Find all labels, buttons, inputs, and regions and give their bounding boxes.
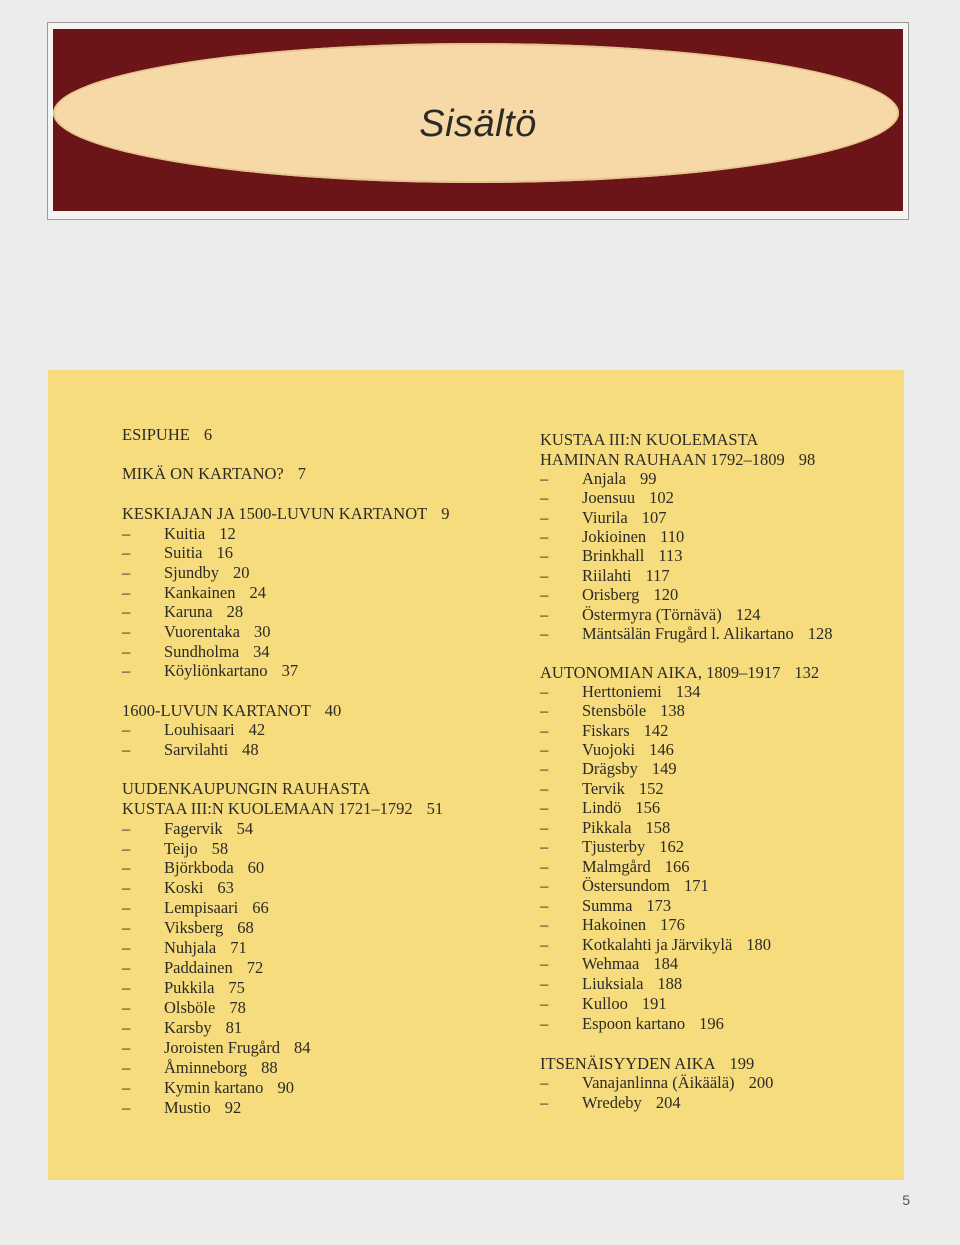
table-of-contents [48,370,904,1180]
item-title: Stensböle [582,701,647,720]
page-ref: 132 [794,663,820,682]
page-ref: 58 [211,839,229,858]
page-ref: 42 [248,720,266,739]
dash-marker: – [540,469,549,488]
section-title: MIKÄ ON KARTANO? [122,464,284,483]
dash-marker: – [540,759,549,778]
item-title: Nuhjala [164,938,217,957]
page-ref: 120 [653,585,679,604]
item-title: Lindö [582,798,622,817]
item-title: Louhisaari [164,720,235,739]
dash-marker: – [122,978,131,997]
item-title: Summa [582,896,633,915]
page-ref: 92 [224,1098,242,1117]
page-ref: 173 [646,896,672,915]
dash-marker: – [122,938,131,957]
page-ref: 40 [324,701,342,720]
item-title: Kulloo [582,994,628,1013]
page-ref: 16 [216,543,234,562]
page-ref: 7 [297,464,307,483]
item-title: Viksberg [164,918,224,937]
item-title: Mustio [164,1098,211,1117]
dash-marker: – [540,701,549,720]
item-title: Teijo [164,839,198,858]
page-ref: 180 [746,935,772,954]
item-title: Fiskars [582,721,630,740]
item-title: Pikkala [582,818,632,837]
item-title: Karuna [164,602,213,621]
item-title: Kuitia [164,524,206,543]
dash-marker: – [122,998,131,1017]
item-title: Tjusterby [582,837,646,856]
item-title: Lempisaari [164,898,239,917]
page-ref: 28 [226,602,244,621]
title-banner [47,22,909,220]
toc-section-heading [122,464,306,484]
page-ref: 184 [653,954,679,973]
page-ref: 124 [735,605,761,624]
item-title: Herttoniemi [582,682,662,701]
dash-marker: – [540,624,549,643]
dash-marker: – [540,740,549,759]
item-title: Kotkalahti ja Järvikylä [582,935,733,954]
dash-marker: – [122,1078,131,1097]
dash-marker: – [540,527,549,546]
item-title: Vanajanlinna (Äikäälä) [582,1073,735,1092]
toc-section-heading [540,663,819,683]
item-title: Drägsby [582,759,638,778]
page-ref: 107 [641,508,667,527]
dash-marker: – [122,543,131,562]
dash-marker: – [122,1058,131,1077]
page-ref: 98 [798,450,816,469]
page-ref: 166 [664,857,690,876]
page-ref: 37 [281,661,299,680]
page-ref: 199 [729,1054,755,1073]
page-ref: 51 [426,799,444,818]
item-title: Köyliönkartano [164,661,268,680]
title-band [53,29,903,211]
page-ref: 146 [649,740,674,759]
section-title: KESKIAJAN JA 1500-LUVUN KARTANOT [122,504,428,523]
item-title: Åminneborg [164,1058,248,1077]
dash-marker: – [122,958,131,977]
page-ref: 138 [660,701,685,720]
page-ref: 72 [246,958,264,977]
item-title: Riilahti [582,566,632,585]
item-title: Joensuu [582,488,636,507]
section-title: AUTONOMIAN AIKA, 1809–1917 [540,663,781,682]
dash-marker: – [122,524,131,543]
item-title: Koski [164,878,204,897]
page-ref: 34 [253,642,270,661]
item-title: Björkboda [164,858,234,877]
page-ref: 156 [635,798,661,817]
dash-marker: – [122,563,131,582]
item-title: Pukkila [164,978,215,997]
page-ref: 152 [638,779,664,798]
toc-section-heading [540,1054,754,1074]
dash-marker: – [122,1018,131,1037]
dash-marker: – [540,837,549,856]
page-ref: 9 [441,504,450,523]
page-ref: 54 [236,819,254,838]
page-ref: 30 [253,622,271,641]
dash-marker: – [122,622,131,641]
item-title: Östersundom [582,876,670,895]
item-title: Wehmaa [582,954,640,973]
dash-marker: – [540,1014,549,1033]
page-ref: 68 [237,918,254,937]
page-ref: 60 [247,858,265,877]
item-title: Mäntsälän Frugård l. Alikartano [582,624,794,643]
item-title: Viurila [582,508,628,527]
dash-marker: – [540,605,549,624]
item-title: Jokioinen [582,527,647,546]
item-title: Sjundby [164,563,220,582]
toc-section-heading [122,504,449,524]
item-title: Vuojoki [582,740,636,759]
item-title: Hakoinen [582,915,647,934]
page-ref: 99 [639,469,657,488]
dash-marker: – [540,546,549,565]
item-title: Fagervik [164,819,223,838]
dash-marker: – [540,682,549,701]
section-title: KUSTAA III:N KUOLEMASTA [540,430,759,449]
dash-marker: – [540,798,549,817]
section-title: HAMINAN RAUHAAN 1792–1809 [540,450,785,469]
page-ref: 142 [643,721,669,740]
dash-marker: – [540,974,549,993]
item-title: Espoon kartano [582,1014,686,1033]
dash-marker: – [122,583,131,602]
dash-marker: – [122,740,131,759]
page-ref: 84 [293,1038,311,1057]
dash-marker: – [540,954,549,973]
item-title: Liuksiala [582,974,644,993]
dash-marker: – [540,915,549,934]
page-number: 5 [902,1192,910,1208]
item-title: Sarvilahti [164,740,229,759]
item-title: Wredeby [582,1093,642,1112]
item-title: Kymin kartano [164,1078,264,1097]
page-ref: 71 [230,938,247,957]
item-title: Malmgård [582,857,651,876]
dash-marker: – [540,1073,549,1092]
section-title: UUDENKAUPUNGIN RAUHASTA [122,779,371,798]
dash-marker: – [122,1098,131,1117]
page-ref: 66 [252,898,269,917]
dash-marker: – [540,935,549,954]
dash-marker: – [122,1038,131,1057]
page-ref: 113 [658,546,683,565]
page-ref: 188 [657,974,683,993]
item-title: Tervik [582,779,625,798]
item-title: Orisberg [582,585,640,604]
page-ref: 12 [219,524,236,543]
page-ref: 6 [203,425,213,444]
page-ref: 81 [225,1018,243,1037]
dash-marker: – [122,858,131,877]
page-ref: 176 [660,915,685,934]
page-ref: 196 [699,1014,724,1033]
dash-marker: – [540,818,549,837]
dash-marker: – [540,896,549,915]
item-title: Karsby [164,1018,212,1037]
section-title: ITSENÄISYYDEN AIKA [540,1054,716,1073]
page-ref: 128 [807,624,833,643]
page-ref: 134 [675,682,701,701]
dash-marker: – [540,566,549,585]
page-ref: 88 [261,1058,278,1077]
page-ref: 48 [242,740,259,759]
page-title: Sisältö [419,103,537,145]
page-ref: 102 [649,488,674,507]
dash-marker: – [540,857,549,876]
page-ref: 20 [233,563,250,582]
dash-marker: – [540,1093,549,1112]
section-title: KUSTAA III:N KUOLEMAAN 1721–1792 [122,799,413,818]
page-ref: 200 [748,1073,774,1092]
section-title: 1600-LUVUN KARTANOT [122,701,311,720]
page-ref: 158 [645,818,671,837]
page-ref: 90 [277,1078,294,1097]
page-ref: 78 [229,998,246,1017]
item-title: Olsböle [164,998,216,1017]
page-ref: 191 [641,994,667,1013]
item-title: Kankainen [164,583,236,602]
dash-marker: – [122,839,131,858]
item-title: Östermyra (Törnävä) [582,605,722,624]
dash-marker: – [540,779,549,798]
dash-marker: – [540,585,549,604]
page-ref: 204 [655,1093,681,1112]
page-ref: 117 [645,566,670,585]
section-title: ESIPUHE [122,425,190,444]
page-ref: 75 [228,978,245,997]
page-ref: 162 [659,837,684,856]
item-title: Sundholma [164,642,240,661]
dash-marker: – [540,488,549,507]
dash-marker: – [540,876,549,895]
item-title: Joroisten Frugård [164,1038,280,1057]
dash-marker: – [122,918,131,937]
dash-marker: – [540,994,549,1013]
toc-section-heading [122,701,341,721]
dash-marker: – [122,898,131,917]
dash-marker: – [122,819,131,838]
dash-marker: – [540,508,549,527]
toc-section-heading [540,430,758,450]
page-ref: 63 [217,878,234,897]
item-title: Brinkhall [582,546,645,565]
dash-marker: – [122,642,131,661]
dash-marker: – [540,721,549,740]
item-title: Vuorentaka [164,622,240,641]
page-ref: 149 [651,759,677,778]
toc-section-heading [122,799,443,819]
dash-marker: – [122,720,131,739]
toc-section-heading [540,450,815,470]
item-title: Anjala [582,469,626,488]
dash-marker: – [122,602,131,621]
dash-marker: – [122,878,131,897]
item-title: Suitia [164,543,203,562]
page-ref: 110 [660,527,685,546]
page-ref: 24 [249,583,266,602]
item-title: Paddainen [164,958,233,977]
dash-marker: – [122,661,131,680]
toc-section-heading [122,779,370,799]
toc-section-heading [122,425,212,445]
page-ref: 171 [684,876,709,895]
